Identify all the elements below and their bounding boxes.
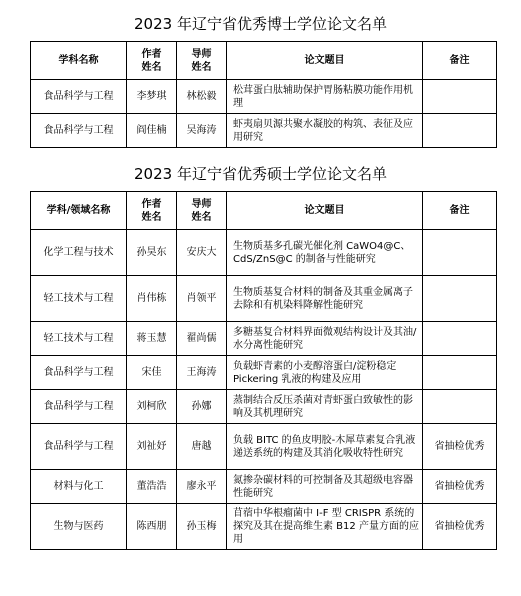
subject-cell: 食品科学与工程	[31, 390, 127, 424]
header-note: 备注	[423, 192, 497, 230]
advisor-cell: 廖永平	[177, 470, 227, 504]
author-cell: 刘柯欣	[127, 390, 177, 424]
thesis-title-cell: 苜蓿中华根瘤菌中 I-F 型 CRISPR 系统的探究及其在提高维生素 B12 产量方面的应用	[227, 504, 423, 550]
note-cell	[423, 230, 497, 276]
table-row	[31, 276, 497, 322]
subject-cell: 化学工程与技术	[31, 230, 127, 276]
thesis-title-cell: 生物质基多孔碳光催化剂 CaWO4@C、CdS/ZnS@C 的制备与性能研究	[227, 230, 423, 276]
note-cell	[423, 390, 497, 424]
table-row	[31, 390, 497, 424]
advisor-cell: 安庆大	[177, 230, 227, 276]
table-row	[31, 322, 497, 356]
header-author: 作者 姓名	[127, 192, 177, 230]
master-list-title: 2023 年辽宁省优秀硕士学位论文名单	[134, 165, 387, 183]
author-cell: 肖伟栋	[127, 276, 177, 322]
table-row	[31, 504, 497, 550]
header-thesis: 论文题目	[227, 42, 423, 80]
advisor-cell: 肖领平	[177, 276, 227, 322]
header-advisor: 导师 姓名	[177, 42, 227, 80]
header-note: 备注	[423, 42, 497, 80]
subject-cell: 轻工技术与工程	[31, 322, 127, 356]
author-cell: 刘祉妤	[127, 424, 177, 470]
table-row	[31, 470, 497, 504]
note-cell: 省抽检优秀	[423, 424, 497, 470]
subject-cell: 材料与化工	[31, 470, 127, 504]
table-row	[31, 424, 497, 470]
thesis-title-cell: 氮掺杂碳材料的可控制备及其超级电容器性能研究	[227, 470, 423, 504]
subject-cell: 食品科学与工程	[31, 424, 127, 470]
author-cell: 蒋玉慧	[127, 322, 177, 356]
doctor-list-title: 2023 年辽宁省优秀博士学位论文名单	[134, 15, 387, 33]
subject-cell: 轻工技术与工程	[31, 276, 127, 322]
note-cell: 省抽检优秀	[423, 504, 497, 550]
author-cell: 董浩浩	[127, 470, 177, 504]
doctor-thesis-table	[30, 41, 497, 148]
thesis-title-cell: 多糖基复合材料界面微观结构设计及其油/水分离性能研究	[227, 322, 423, 356]
advisor-cell: 孙娜	[177, 390, 227, 424]
header-subject: 学科/领域名称	[31, 192, 127, 230]
subject-cell: 生物与医药	[31, 504, 127, 550]
note-cell	[423, 80, 497, 114]
table-row	[31, 80, 497, 114]
author-cell: 宋佳	[127, 356, 177, 390]
subject-cell: 食品科学与工程	[31, 114, 127, 148]
author-cell: 陈西朋	[127, 504, 177, 550]
advisor-cell: 吴海涛	[177, 114, 227, 148]
author-cell: 李梦琪	[127, 80, 177, 114]
thesis-title-cell: 虾夷扇贝源共聚水凝胶的构筑、表征及应用研究	[227, 114, 423, 148]
header-thesis: 论文题目	[227, 192, 423, 230]
table-header-row	[31, 192, 497, 230]
table-row	[31, 356, 497, 390]
table-row	[31, 230, 497, 276]
note-cell: 省抽检优秀	[423, 470, 497, 504]
note-cell	[423, 322, 497, 356]
advisor-cell: 王海涛	[177, 356, 227, 390]
thesis-title-cell: 生物质基复合材料的制备及其重金属离子去除和有机染料降解性能研究	[227, 276, 423, 322]
note-cell	[423, 356, 497, 390]
header-advisor: 导师 姓名	[177, 192, 227, 230]
master-thesis-table	[30, 191, 497, 550]
advisor-cell: 林松毅	[177, 80, 227, 114]
table-row	[31, 114, 497, 148]
author-cell: 孙昊东	[127, 230, 177, 276]
thesis-title-cell: 松茸蛋白肽辅助保护胃肠粘膜功能作用机理	[227, 80, 423, 114]
header-author: 作者 姓名	[127, 42, 177, 80]
thesis-title-cell: 负载虾青素的小麦醇溶蛋白/淀粉稳定 Pickering 乳液的构建及应用	[227, 356, 423, 390]
author-cell: 阎佳楠	[127, 114, 177, 148]
table-header-row	[31, 42, 497, 80]
subject-cell: 食品科学与工程	[31, 80, 127, 114]
advisor-cell: 唐越	[177, 424, 227, 470]
note-cell	[423, 276, 497, 322]
thesis-title-cell: 蒸制结合反压杀菌对青虾蛋白致敏性的影响及其机理研究	[227, 390, 423, 424]
note-cell	[423, 114, 497, 148]
advisor-cell: 翟尚儒	[177, 322, 227, 356]
thesis-title-cell: 负载 BITC 的鱼皮明胶-木犀草素复合乳液递送系统的构建及其消化吸收特性研究	[227, 424, 423, 470]
advisor-cell: 孙玉梅	[177, 504, 227, 550]
header-subject: 学科名称	[31, 42, 127, 80]
subject-cell: 食品科学与工程	[31, 356, 127, 390]
